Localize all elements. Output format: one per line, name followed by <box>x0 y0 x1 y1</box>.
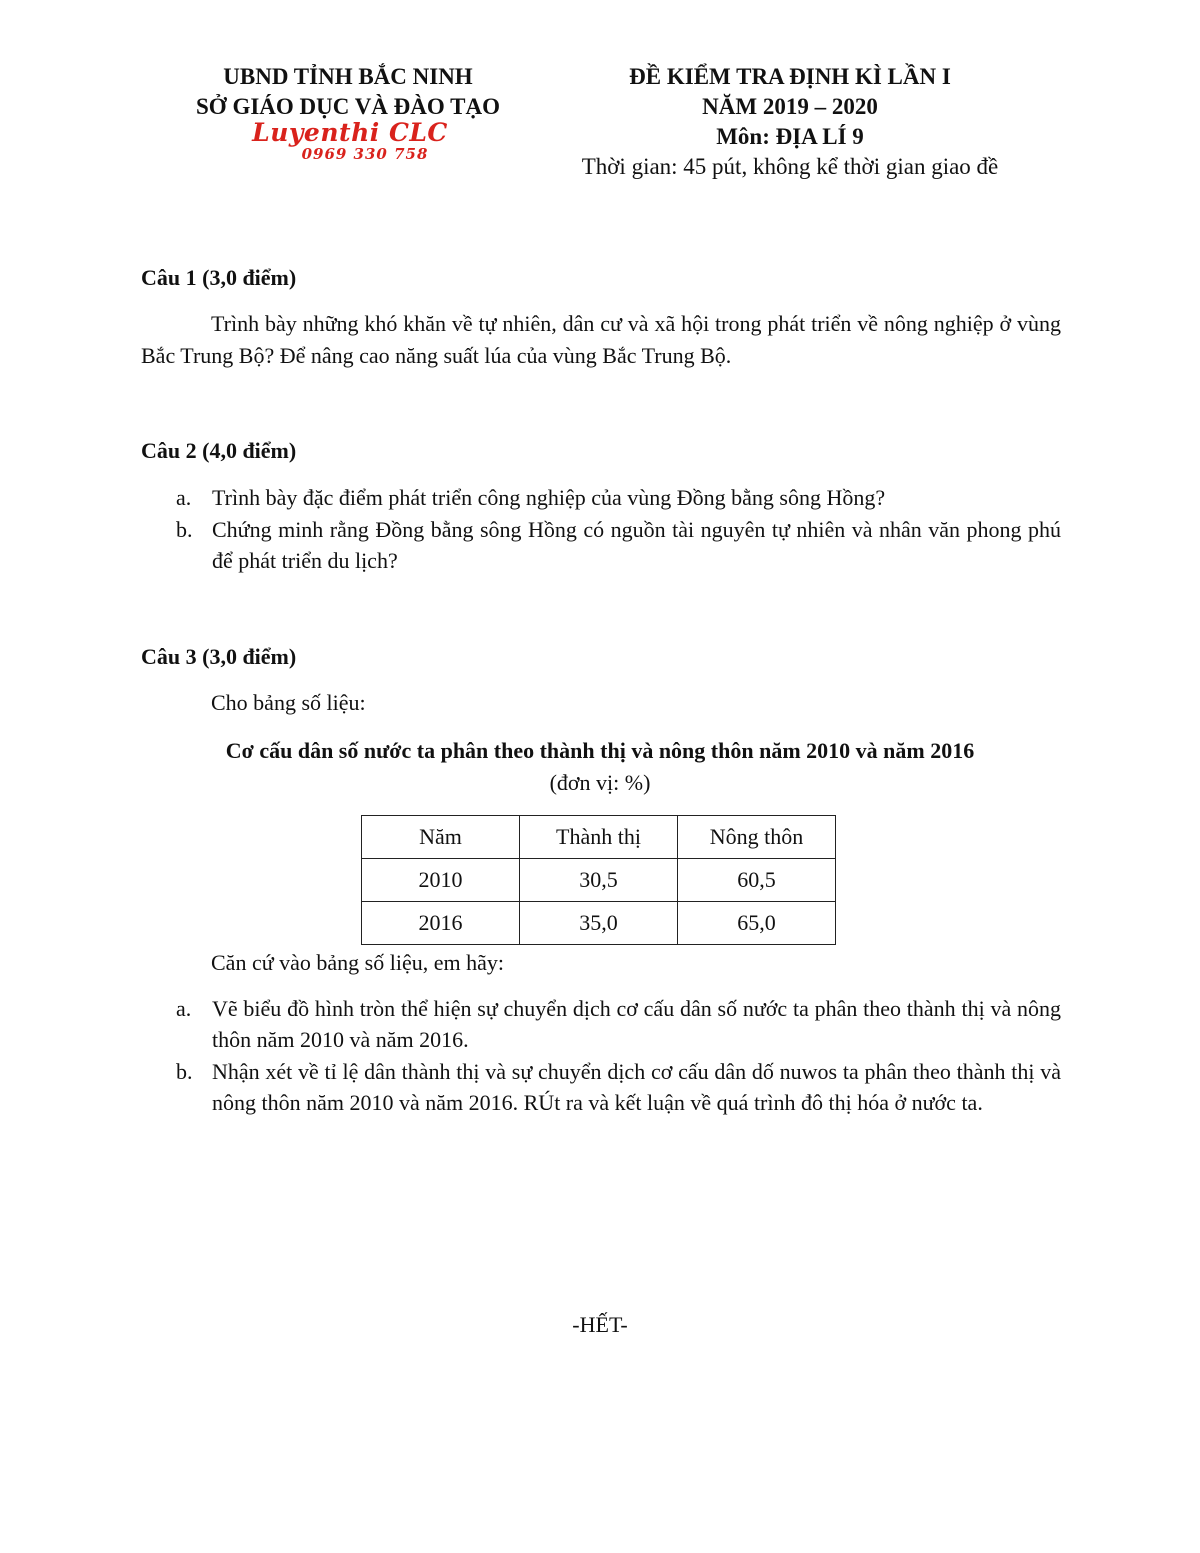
cell-urban: 35,0 <box>520 902 678 945</box>
table-title: Cơ cấu dân số nước ta phân theo thành thị và nông thôn năm 2010 và năm 2016 <box>225 738 975 763</box>
cell-year: 2016 <box>362 902 520 945</box>
table-row <box>362 902 836 945</box>
question-2-item-a <box>176 482 1061 513</box>
population-structure-table <box>361 815 836 945</box>
question-3-title: Câu 3 (3,0 điểm) <box>141 644 297 669</box>
table-unit: (đơn vị: %) <box>549 770 651 795</box>
end-mark: -HẾT- <box>572 1312 628 1337</box>
school-year: NĂM 2019 – 2020 <box>702 94 878 119</box>
cell-rural: 65,0 <box>678 902 836 945</box>
item-label: b. <box>176 517 193 542</box>
cell-rural: 60,5 <box>678 859 836 902</box>
header-cell-urban: Thành thị <box>520 816 678 859</box>
header-right <box>540 62 1040 182</box>
subject: Môn: ĐỊA LÍ 9 <box>716 124 864 149</box>
header-left <box>168 62 528 122</box>
question-1-body: Trình bày những khó khăn về tự nhiên, dân cư và xã hội trong phát triển về nông nghiệp ở vùng Bắc Trung Bộ? Để nâng cao năng suất lúa của vùng Bắc Trung Bộ. <box>141 311 1061 368</box>
header-cell-rural: Nông thôn <box>678 816 836 859</box>
question-2-title: Câu 2 (4,0 điểm) <box>141 438 297 463</box>
question-3-prompt: Căn cứ vào bảng số liệu, em hãy: <box>211 950 504 975</box>
province-committee: UBND TỈNH BẮC NINH <box>223 64 473 89</box>
logo-brand: Luyenthi CLC <box>252 118 448 147</box>
cell-urban: 30,5 <box>520 859 678 902</box>
header-cell-year: Năm <box>362 816 520 859</box>
question-3-intro: Cho bảng số liệu: <box>211 690 366 715</box>
table-row <box>362 859 836 902</box>
item-text: Trình bày đặc điểm phát triển công nghiệp của vùng Đồng bằng sông Hồng? <box>212 485 886 510</box>
logo-phone: 0969 330 758 <box>301 145 429 163</box>
item-text: Nhận xét về tỉ lệ dân thành thị và sự chuyển dịch cơ cấu dân dố nuwos ta phân theo thành thị và nông thôn năm 2010 và năm 2016. RÚt ra và kết luận về quá trình đô thị hóa ở nước ta. <box>212 1059 1061 1115</box>
watermark-logo <box>232 120 468 162</box>
item-label: a. <box>176 996 192 1021</box>
item-label: a. <box>176 485 192 510</box>
question-3-item-b <box>176 1056 1061 1118</box>
question-2-item-b <box>176 514 1061 576</box>
exam-title: ĐỀ KIỂM TRA ĐỊNH KÌ LẦN I <box>629 64 951 89</box>
question-3-item-a <box>176 993 1061 1055</box>
item-text: Vẽ biểu đồ hình tròn thể hiện sự chuyển dịch cơ cấu dân số nước ta phân theo thành thị và nông thôn năm 2010 và năm 2016. <box>212 996 1061 1052</box>
time-limit: Thời gian: 45 pút, không kể thời gian giao đề <box>581 154 999 179</box>
item-label: b. <box>176 1059 193 1084</box>
cell-year: 2010 <box>362 859 520 902</box>
table-header-row <box>362 816 836 859</box>
question-1-title: Câu 1 (3,0 điểm) <box>141 265 297 290</box>
department-name: SỞ GIÁO DỤC VÀ ĐÀO TẠO <box>196 94 500 119</box>
item-text: Chứng minh rằng Đồng bằng sông Hồng có nguồn tài nguyên tự nhiên và nhân văn phong phú để phát triển du lịch? <box>212 517 1061 573</box>
